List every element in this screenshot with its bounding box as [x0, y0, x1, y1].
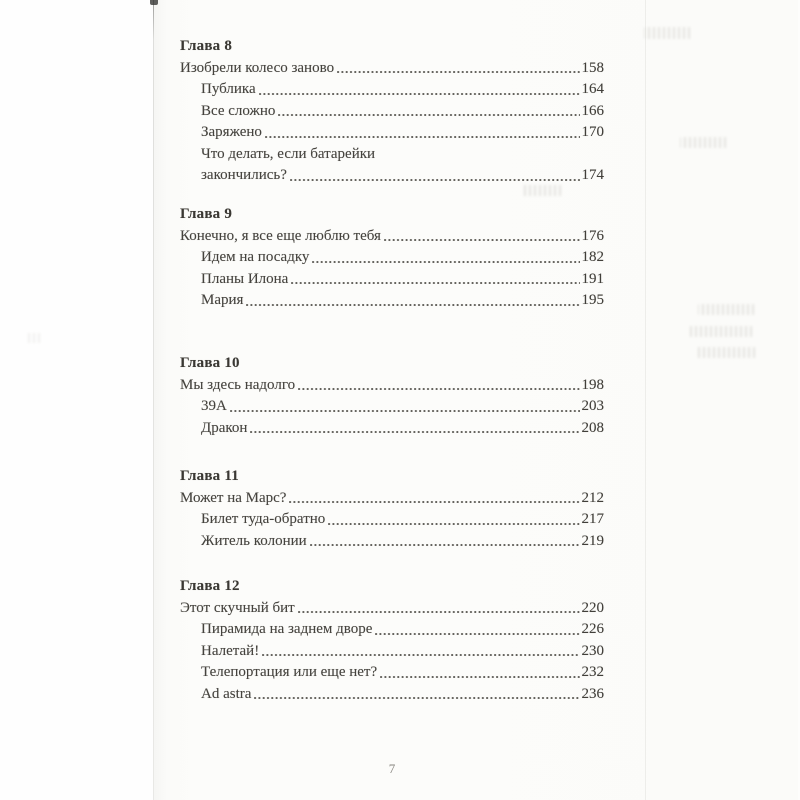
toc-entry-page: 182 — [581, 249, 604, 265]
toc-entry — [180, 122, 604, 144]
chapter-heading: Глава 11 — [180, 468, 239, 484]
toc-entry-page: 195 — [581, 292, 604, 308]
folio-page-number: 7 — [388, 761, 396, 776]
toc-entry-page: 170 — [581, 124, 604, 140]
show-through-ghost-text — [521, 185, 561, 196]
page-edge-notch — [150, 0, 158, 5]
toc-entry-page: 217 — [581, 511, 604, 527]
toc-section — [180, 353, 604, 439]
toc-entry-title: 39A — [201, 398, 227, 414]
dot-leader — [291, 269, 579, 291]
toc-entry-page: 236 — [581, 685, 604, 702]
toc-entry — [180, 290, 604, 312]
toc-entry-title: Конечно, я все еще люблю тебя — [180, 227, 381, 244]
dot-leader — [290, 165, 580, 187]
toc-entry-page: 226 — [581, 621, 604, 637]
dot-leader — [265, 122, 580, 144]
toc-entry — [180, 619, 604, 641]
toc-entry-title: Изобрели колесо заново — [180, 59, 335, 76]
toc-entry — [180, 418, 604, 440]
show-through-ghost-text — [644, 27, 690, 39]
toc-entry — [180, 165, 604, 187]
show-through-ghost-mark — [26, 333, 40, 343]
toc-entry-title: Планы Илона — [201, 270, 289, 287]
toc-entry-title: Мы здесь надолго — [180, 376, 296, 393]
toc-entry — [180, 247, 604, 269]
toc — [180, 0, 604, 800]
toc-entry — [180, 144, 604, 166]
dot-leader — [384, 226, 580, 248]
toc-entry-title: Налетай! — [201, 642, 260, 659]
toc-entry-title: Билет туда-обратно — [201, 511, 326, 527]
dot-leader — [375, 619, 579, 641]
toc-entry-title: Ad astra — [201, 685, 252, 702]
toc-entry — [180, 662, 604, 684]
dot-leader — [289, 488, 579, 510]
toc-entry-title: Пирамида на заднем дворе — [201, 621, 373, 637]
toc-entry — [180, 79, 604, 101]
toc-entry-page: 164 — [581, 81, 604, 97]
toc-entry-page: 191 — [581, 270, 604, 287]
toc-entry-page: 174 — [581, 167, 604, 183]
toc-entry-title: закончились? — [201, 167, 287, 183]
toc-section — [180, 466, 604, 552]
toc-entry — [180, 641, 604, 663]
dot-leader — [312, 247, 579, 269]
toc-entry-page: 158 — [581, 59, 604, 76]
toc-entry — [180, 269, 604, 291]
toc-entry-title: Заряжено — [201, 124, 262, 140]
toc-entry-page: 208 — [581, 419, 604, 436]
toc-section — [180, 204, 604, 312]
dot-leader — [254, 684, 579, 706]
show-through-ghost-text — [690, 326, 752, 337]
toc-entry — [180, 488, 604, 510]
dot-leader — [246, 290, 579, 312]
toc-section — [180, 576, 604, 705]
toc-entry-page: 232 — [581, 664, 604, 680]
dot-leader — [262, 641, 579, 663]
toc-entry — [180, 101, 604, 123]
chapter-heading: Глава 9 — [180, 206, 233, 222]
toc-entry — [180, 598, 604, 620]
toc-entry-title: Дракон — [201, 419, 248, 436]
dot-leader — [298, 375, 579, 397]
dot-leader — [250, 418, 579, 440]
toc-entry — [180, 226, 604, 248]
dot-leader — [259, 79, 580, 101]
toc-entry-page: 166 — [581, 102, 604, 119]
toc-entry-title: Публика — [201, 81, 256, 97]
toc-entry-page: 212 — [581, 489, 604, 506]
show-through-ghost-text — [697, 347, 755, 358]
toc-entry — [180, 531, 604, 553]
dot-leader — [328, 509, 579, 531]
toc-entry — [180, 509, 604, 531]
toc-entry-page: 203 — [581, 398, 604, 414]
toc-entry — [180, 58, 604, 80]
toc-entry-page: 220 — [581, 599, 604, 616]
toc-entry-title: Телепортация или еще нет? — [201, 664, 378, 680]
toc-entry-title: Житель колонии — [201, 532, 307, 549]
toc-entry-title: Этот скучный бит — [180, 599, 295, 616]
page-right-edge — [645, 0, 646, 800]
toc-entry-title: Все сложно — [201, 102, 276, 119]
dot-leader — [230, 396, 580, 418]
toc-section — [180, 36, 604, 187]
dot-leader — [337, 58, 579, 80]
show-through-ghost-text — [698, 304, 754, 315]
chapter-heading: Глава 10 — [180, 355, 240, 371]
toc-entry — [180, 375, 604, 397]
toc-entry-page: 176 — [581, 227, 604, 244]
toc-entry-title: Идем на посадку — [201, 249, 310, 265]
toc-entry-title: Что делать, если батарейки — [201, 145, 376, 162]
dot-leader — [278, 101, 579, 123]
toc-entry-page: 230 — [581, 642, 604, 659]
toc-entry — [180, 684, 604, 706]
toc-entry — [180, 396, 604, 418]
page-edge — [153, 0, 154, 800]
dot-leader — [310, 531, 580, 553]
toc-entry-page: 198 — [581, 376, 604, 393]
toc-entry-page: 219 — [581, 532, 604, 549]
chapter-heading: Глава 12 — [180, 578, 240, 594]
show-through-ghost-text — [680, 137, 726, 148]
chapter-heading: Глава 8 — [180, 38, 233, 54]
toc-entry-title: Мария — [201, 292, 244, 308]
dot-leader — [380, 662, 579, 684]
dot-leader — [298, 598, 580, 620]
toc-entry-title: Может на Марс? — [180, 489, 287, 506]
